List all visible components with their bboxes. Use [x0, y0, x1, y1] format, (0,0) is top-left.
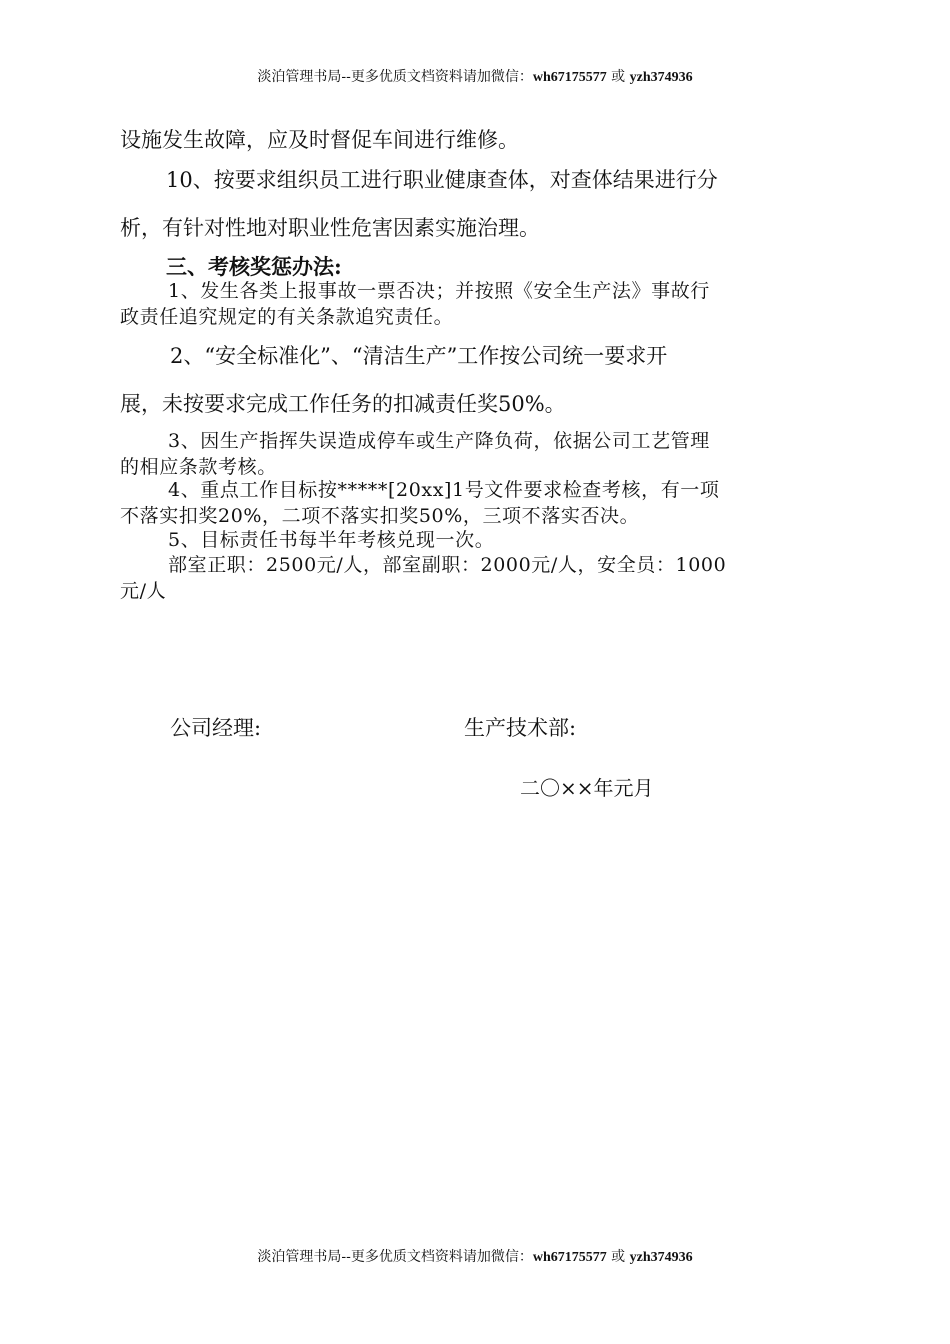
- page-header: [0, 66, 950, 86]
- manager-signature-label: 公司经理:: [170, 716, 262, 740]
- page-footer: [0, 1246, 950, 1266]
- paragraph-line: 部室正职：2500元/人，部室副职：2000元/人，安全员：1000: [168, 554, 727, 576]
- footer-wechat-1: wh67175577: [532, 1250, 607, 1265]
- section-title: 三、考核奖惩办法:: [166, 254, 342, 279]
- paragraph-line: 析，有针对性地对职业性危害因素实施治理。: [120, 216, 540, 240]
- header-wechat-2: yzh374936: [629, 70, 693, 85]
- footer-wechat-2: yzh374936: [629, 1250, 693, 1265]
- footer-separator: 或: [606, 1249, 630, 1265]
- header-prefix: 淡泊管理书局--更多优质文档资料请加微信：: [257, 69, 533, 85]
- paragraph-line: 元/人: [120, 580, 167, 602]
- paragraph-line: 10、按要求组织员工进行职业健康查体，对查体结果进行分: [166, 168, 718, 192]
- paragraph-line: 5、目标责任书每半年考核兑现一次。: [168, 529, 495, 551]
- document-date: 二〇××年元月: [520, 776, 654, 800]
- department-signature-label: 生产技术部:: [464, 716, 577, 740]
- paragraph-line: 1、发生各类上报事故一票否决；并按照《安全生产法》事故行: [168, 280, 710, 302]
- paragraph-line: 的相应条款考核。: [120, 456, 277, 478]
- paragraph-line: 设施发生故障，应及时督促车间进行维修。: [120, 128, 519, 152]
- paragraph-line: 2、“安全标准化”、“清洁生产”工作按公司统一要求开: [170, 344, 668, 368]
- paragraph-line: 展，未按要求完成工作任务的扣减责任奖50%。: [120, 392, 566, 416]
- header-wechat-1: wh67175577: [532, 70, 607, 85]
- header-separator: 或: [606, 69, 630, 85]
- paragraph-line: 不落实扣奖20%，二项不落实扣奖50%，三项不落实否决。: [120, 505, 640, 527]
- footer-prefix: 淡泊管理书局--更多优质文档资料请加微信：: [257, 1249, 533, 1265]
- paragraph-line: 政责任追究规定的有关条款追究责任。: [120, 306, 454, 328]
- paragraph-line: 3、因生产指挥失误造成停车或生产降负荷，依据公司工艺管理: [168, 430, 710, 452]
- paragraph-line: 4、重点工作目标按*****[20xx]1号文件要求检查考核，有一项: [168, 479, 720, 501]
